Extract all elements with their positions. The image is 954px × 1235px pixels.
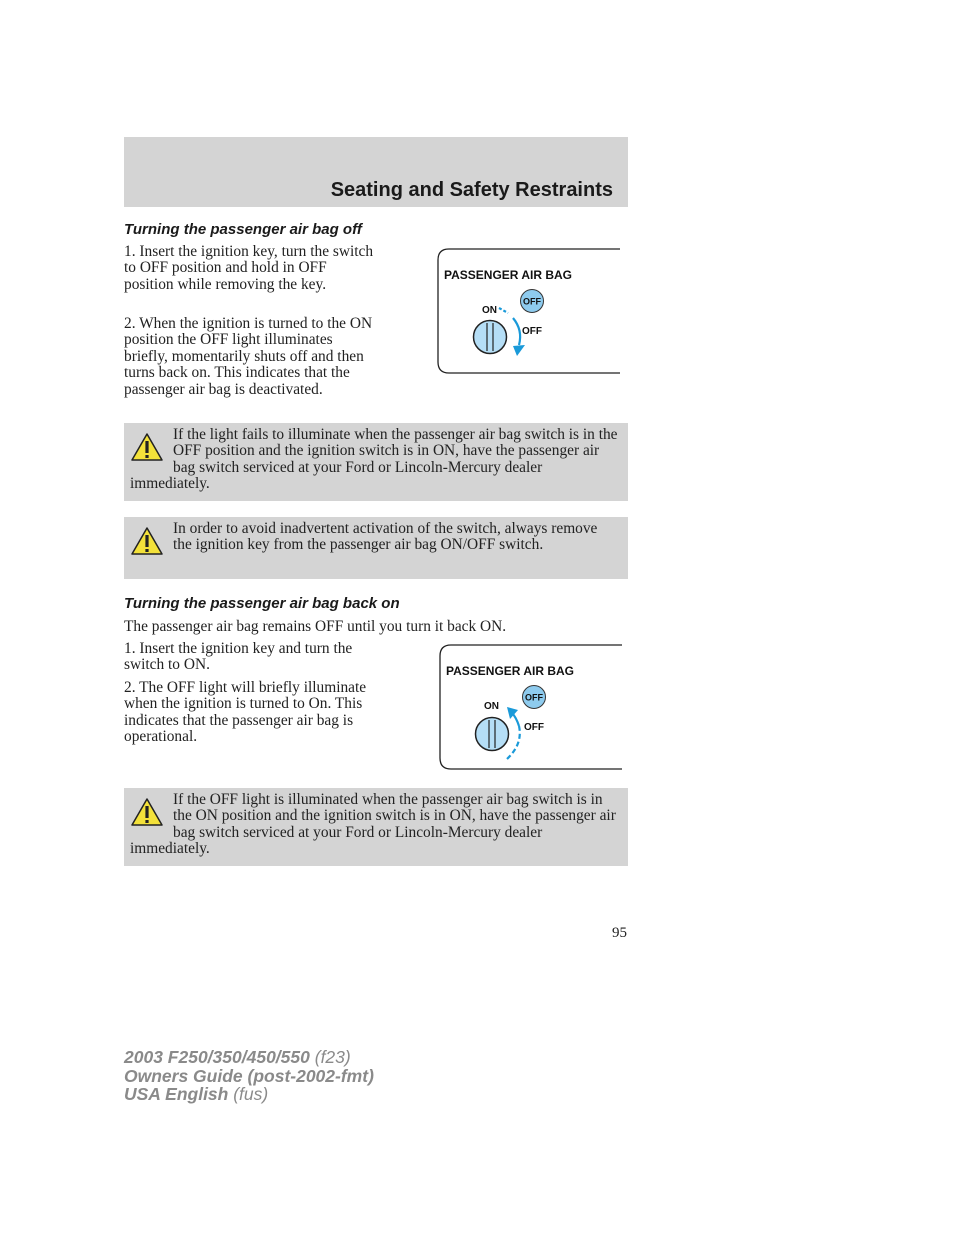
warning-text: If the OFF light is illuminated when the passenger air bag switch is in the ON position and the ignition switch is in ON, have the passenger air bag switch serviced at your Ford or Lincoln-Mercury dealer immediately. [130,791,616,858]
on-label: ON [482,305,497,316]
step-1-off: 1. Insert the ignition key, turn the switch to OFF position and hold in OFF position while removing the key. [124,243,374,293]
diagram-title: PASSENGER AIR BAG [446,664,575,678]
footer-language: USA English [124,1084,229,1104]
off-label: OFF [522,326,542,337]
indicator-label: OFF [523,296,541,307]
diagram-title: PASSENGER AIR BAG [444,268,573,282]
footer [124,1048,374,1104]
step-2-off: 2. When the ignition is turned to the ON position the OFF light illuminates briefly, momentarily shuts off and then turns back on. This indicates that the passenger air bag is deactivated. [124,315,373,398]
footer-guide: Owners Guide (post-2002-fmt) [124,1065,374,1086]
footer-model-code: (f23) [309,1047,351,1067]
on-label: ON [484,701,499,712]
warning-triangle-icon [130,797,164,827]
warning-text: In order to avoid inadvertent activation of the switch, always remove the ignition key from the passenger air bag ON/OFF switch. [173,520,598,554]
footer-model: 2003 F250/350/450/550 [124,1047,310,1067]
indicator-label: OFF [525,692,543,703]
warning-triangle-icon [130,432,164,462]
ignition-switch-icon [474,321,507,354]
off-label: OFF [524,722,544,733]
footer-language-code: (fus) [228,1084,269,1104]
air-bag-switch-diagram-on [439,644,625,772]
subheading-air-bag-off: Turning the passenger air bag off [124,221,362,238]
step-2-on: 2. The OFF light will briefly illuminate when the ignition is turned to On. This indicates that the passenger air bag is operational. [124,679,367,746]
warning-text: If the light fails to illuminate when the passenger air bag switch is in the OFF position and the ignition switch is in ON, have the passenger air bag switch serviced at your Ford or Lincoln-Mercury dealer immediately. [130,426,618,493]
section-header-band [124,137,628,207]
air-bag-switch-diagram-off [437,248,623,376]
page-number: 95 [612,925,627,941]
subheading-air-bag-on: Turning the passenger air bag back on [124,595,400,612]
intro-text: The passenger air bag remains OFF until you turn it back ON. [124,618,507,635]
warning-box [124,788,628,866]
section-title: Seating and Safety Restraints [330,179,613,201]
warning-box [124,423,628,501]
step-1-on: 1. Insert the ignition key and turn the switch to ON. [124,640,353,674]
warning-triangle-icon [130,526,164,556]
warning-box [124,517,628,579]
ignition-switch-icon [476,718,509,751]
